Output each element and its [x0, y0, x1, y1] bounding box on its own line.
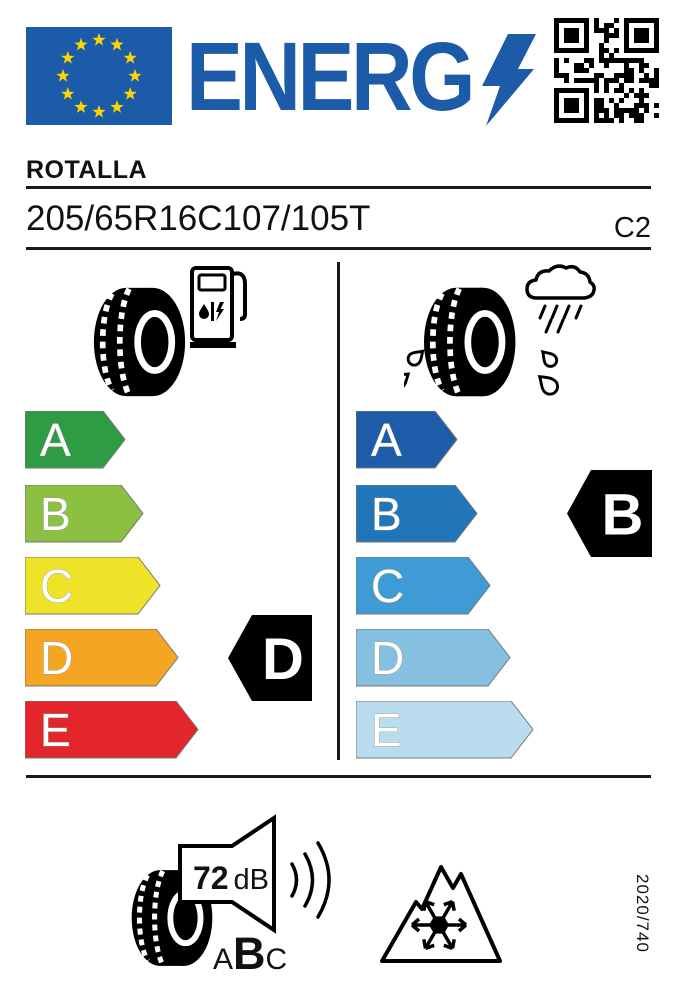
noise-class-b-rated: B — [233, 928, 266, 979]
fuel-class-c-arrow — [25, 557, 161, 615]
brand-divider — [26, 186, 651, 189]
regulation-number: 2020/740 — [633, 874, 652, 953]
svg-text:C: C — [40, 560, 74, 612]
svg-text:E: E — [40, 704, 71, 756]
wet-class-e-arrow — [356, 701, 534, 759]
brand-name: ROTALLA — [26, 156, 148, 184]
noise-class-a: A — [213, 943, 234, 976]
wet-class-a-arrow — [356, 411, 458, 469]
svg-text:A: A — [371, 414, 402, 466]
svg-text:B: B — [40, 488, 71, 540]
wet-class-b-arrow — [356, 485, 478, 543]
noise-value — [188, 860, 274, 897]
svg-text:D: D — [262, 627, 304, 692]
wet-class-c-arrow — [356, 557, 491, 615]
noise-db-number: 72 — [192, 860, 229, 896]
fuel-class-a-arrow — [25, 411, 126, 469]
energy-logo-text: ENERG — [186, 22, 472, 131]
snowflake-mountain-icon — [377, 844, 505, 968]
qr-code-icon — [554, 18, 659, 123]
svg-text:A: A — [40, 414, 71, 466]
svg-text:B: B — [601, 482, 644, 548]
wet-rating-badge — [567, 470, 652, 557]
tire-icon — [92, 283, 187, 401]
fuel-pump-icon — [190, 264, 248, 348]
fuel-class-d-arrow — [25, 629, 179, 687]
wet-class-d-arrow — [356, 629, 511, 687]
svg-text:D: D — [40, 632, 74, 684]
sound-waves-icon — [286, 834, 340, 926]
noise-class-c: C — [265, 943, 288, 976]
lightning-bolt-icon — [478, 34, 542, 126]
fuel-class-e-arrow — [25, 701, 199, 759]
noise-db-unit: dB — [233, 864, 270, 896]
noise-class-scale — [213, 928, 288, 979]
fuel-rating-badge — [228, 615, 312, 701]
svg-text:B: B — [371, 488, 402, 540]
size-divider — [26, 247, 651, 250]
svg-text:E: E — [371, 704, 402, 756]
svg-text:C: C — [371, 560, 405, 612]
tire-size-text: 205/65R16C107/105T — [26, 199, 371, 238]
bottom-divider — [26, 775, 651, 778]
rain-cloud-icon — [520, 262, 600, 334]
vehicle-class-text: C2 — [613, 212, 651, 244]
svg-text:D: D — [371, 632, 405, 684]
center-divider — [337, 262, 340, 760]
eu-flag-icon — [26, 27, 172, 125]
fuel-class-b-arrow — [25, 485, 144, 543]
